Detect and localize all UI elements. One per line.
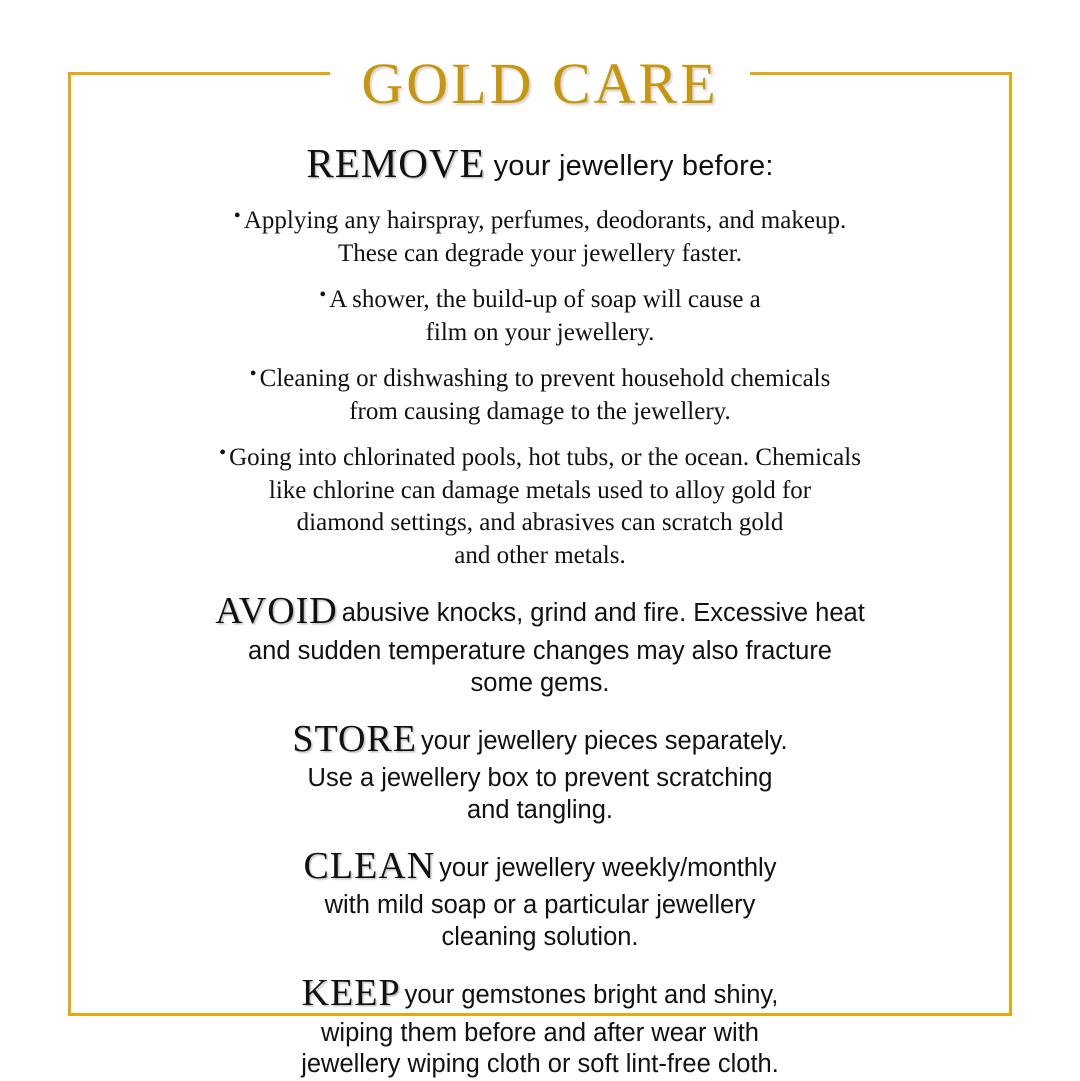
clean-keyword: CLEAN [303,844,436,887]
section-first-line [90,843,990,891]
section-text: and sudden temperature changes may also fracture [247,636,832,665]
list-item [90,440,990,572]
bullet-icon: • [319,284,327,307]
section-text: and tangling. [466,795,614,824]
section-text: your jewellery pieces separately. [421,726,788,755]
bullet-text: film on your jewellery. [425,318,655,346]
list-item [90,361,990,428]
section-store [90,716,990,827]
section-text: abusive knocks, grind and fire. Excessive heat [341,599,865,628]
section-text: your jewellery weekly/monthly [439,853,777,882]
section-text: some gems. [470,668,610,697]
bullet-text: like chlorine can damage metals used to alloy gold for [268,476,812,504]
bullet-text: Going into chlorinated pools, hot tubs, or the ocean. Chemicals [229,444,861,472]
remove-keyword: REMOVE [306,140,486,186]
section-text: jewellery wiping cloth or soft lint-free cloth. [301,1050,779,1079]
bullet-icon: • [233,205,241,228]
remove-heading [90,138,990,189]
section-avoid [90,588,990,699]
remove-bullet-list [90,203,990,572]
section-text: with mild soap or a particular jewellery [324,891,756,920]
section-keep [90,970,990,1081]
bullet-text: and other metals. [454,541,626,569]
section-text: Use a jewellery box to prevent scratching [307,764,773,792]
store-keyword: STORE [292,717,418,760]
bullet-line [90,203,990,238]
bullet-line [90,361,990,396]
bullet-text: Cleaning or dishwashing to prevent household chemicals [259,365,831,393]
avoid-keyword: AVOID [215,590,338,633]
remove-subtitle: your jewellery before: [493,150,774,182]
bullet-text: from causing damage to the jewellery. [349,397,731,425]
page-title: GOLD CARE [361,51,719,116]
bullet-text: A shower, the build-up of soap will cause a [329,286,761,314]
section-clean [90,843,990,954]
bullet-text: diamond settings, and abrasives can scratch gold [296,509,784,537]
section-first-line [90,716,990,764]
keep-keyword: KEEP [301,972,401,1014]
bullet-line [90,282,990,317]
section-text: wiping them before and after wear with [321,1018,759,1047]
list-item [90,282,990,349]
bullet-icon: • [219,442,227,465]
section-text: cleaning solution. [441,923,639,952]
section-first-line [90,588,990,636]
section-text: your gemstones bright and shiny, [404,981,779,1009]
list-item [90,203,990,270]
care-instructions [90,138,990,1081]
section-first-line [90,970,990,1018]
bullet-line [90,440,990,475]
bullet-text: Applying any hairspray, perfumes, deodorants, and makeup. [243,207,847,235]
bullet-text: These can degrade your jewellery faster. [338,239,742,267]
bullet-icon: • [249,363,257,386]
